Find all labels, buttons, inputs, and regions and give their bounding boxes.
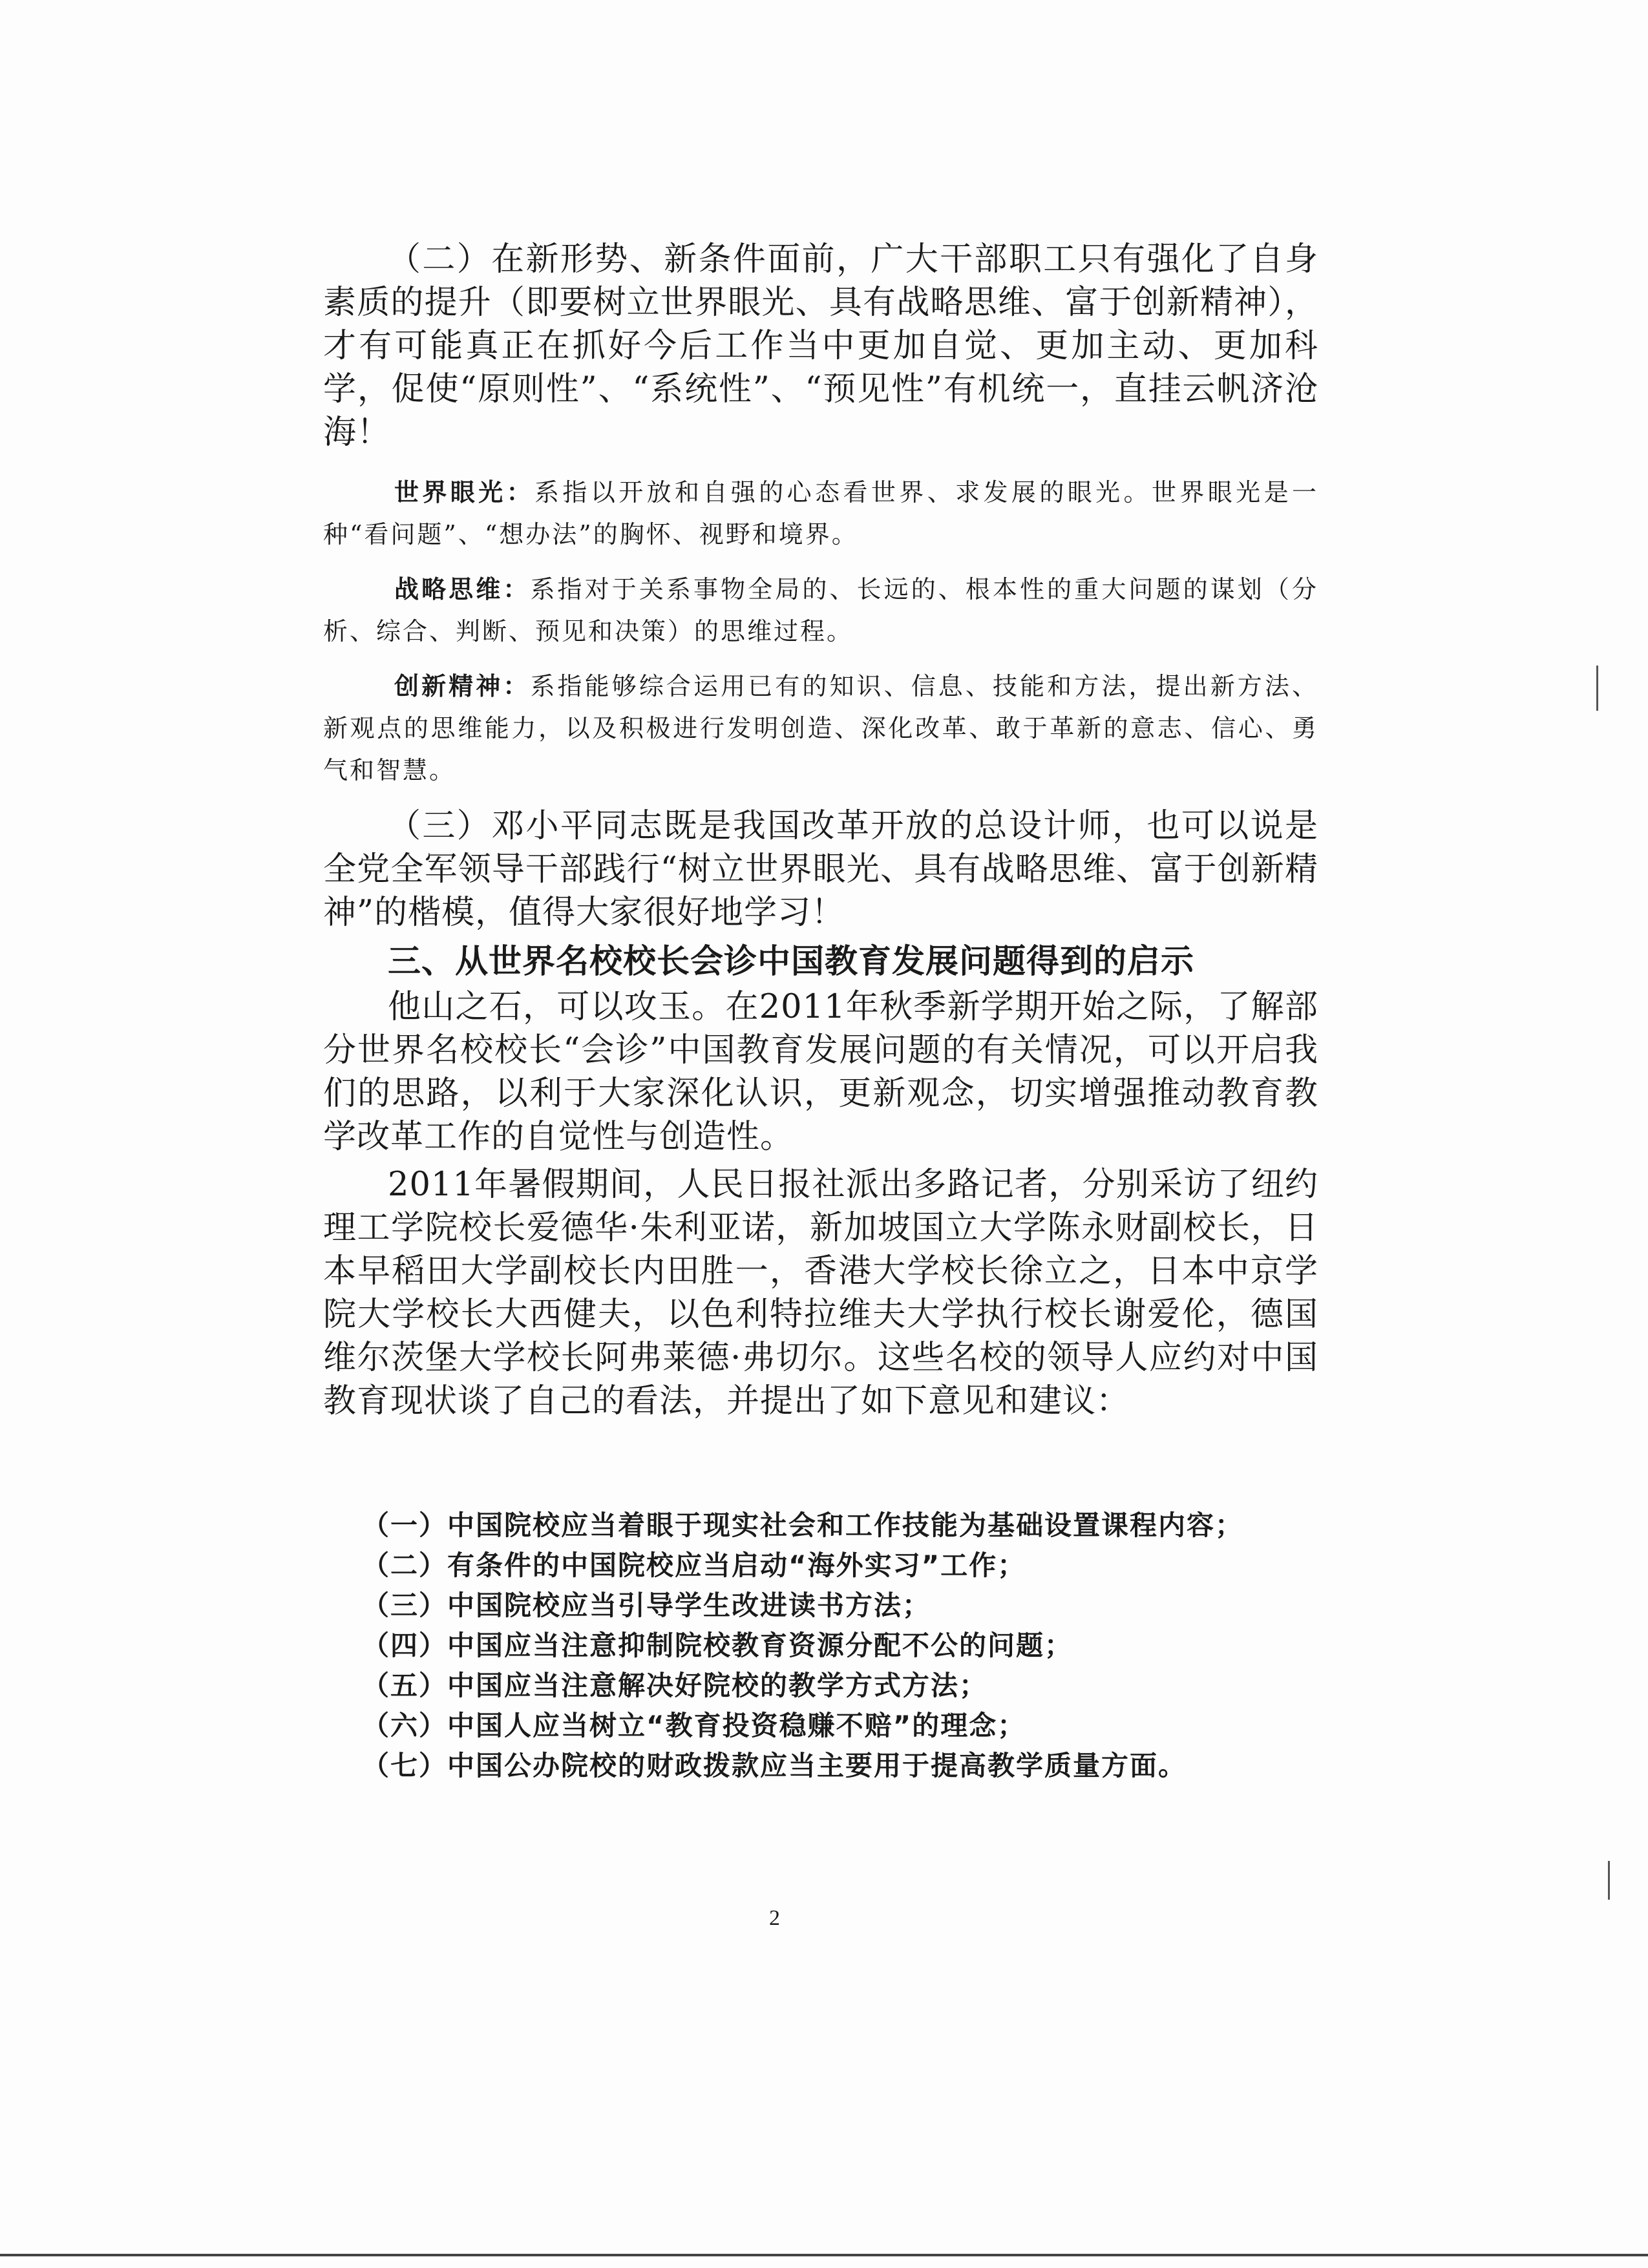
scan-margin-mark bbox=[1608, 1861, 1610, 1900]
note-text: 系指能够综合运用已有的知识、信息、技能和方法，提出新方法、新观点的思维能力，以及积极进行发明创造、深化改革、敢于革新的意志、信心、勇气和智慧。 bbox=[323, 672, 1318, 784]
list-item: （二）有条件的中国院校应当启动“海外实习”工作； bbox=[362, 1549, 1026, 1581]
section-heading: 三、从世界名校校长会诊中国教育发展问题得到的启示 bbox=[388, 943, 1195, 981]
list-item: （一）中国院校应当着眼于现实社会和工作技能为基础设置课程内容； bbox=[362, 1509, 1244, 1541]
note-world-vision bbox=[323, 472, 1318, 556]
note-innovation-spirit bbox=[323, 666, 1318, 792]
note-text: 系指对于关系事物全局的、长远的、根本性的重大问题的谋划（分析、综合、判断、预见和决策）的思维过程。 bbox=[323, 575, 1318, 646]
note-text: 系指以开放和自强的心态看世界、求发展的眼光。世界眼光是一种“看问题”、“想办法”的胸怀、视野和境界。 bbox=[323, 478, 1318, 549]
note-strategic-thinking bbox=[323, 569, 1318, 653]
note-term: 世界眼光： bbox=[394, 478, 535, 507]
list-item: （五）中国应当注意解决好院校的教学方式方法； bbox=[362, 1670, 988, 1701]
list-item: （三）中国院校应当引导学生改进读书方法； bbox=[362, 1590, 931, 1621]
paragraph-interviews: 2011年暑假期间，人民日报社派出多路记者，分别采访了纽约理工学院校长爱德华·朱利亚诺，新加坡国立大学陈永财副校长，日本早稻田大学副校长内田胜一，香港大学校长徐立之，日本中京学院大学校长大西健夫，以色利特拉维夫大学执行校长谢爱伦，德国维尔茨堡大学校长阿弗莱德·弗切尔。这些名校的领导人应约对中国教育现状谈了自己的看法，并提出了如下意见和建议： bbox=[323, 1166, 1318, 1420]
scan-edge-line bbox=[0, 2254, 1648, 2256]
paragraph-section-3: （三）邓小平同志既是我国改革开放的总设计师，也可以说是全党全军领导干部践行“树立世界眼光、具有战略思维、富于创新精神”的楷模，值得大家很好地学习！ bbox=[323, 807, 1318, 932]
page-number: 2 bbox=[769, 1906, 780, 1930]
note-term: 战略思维： bbox=[394, 575, 531, 604]
note-term: 创新精神： bbox=[394, 672, 531, 700]
scan-margin-mark bbox=[1596, 666, 1598, 711]
paragraph-section-2: （二）在新形势、新条件面前，广大干部职工只有强化了自身素质的提升（即要树立世界眼光、具有战略思维、富于创新精神），才有可能真正在抓好今后工作当中更加自觉、更加主动、更加科学，促使“原则性”、“系统性”、“预见性”有机统一，直挂云帆济沧海！ bbox=[323, 240, 1318, 452]
suggestions-list bbox=[362, 1506, 1318, 1786]
paragraph-intro: 他山之石，可以攻玉。在2011年秋季新学期开始之际，了解部分世界名校校长“会诊”中国教育发展问题的有关情况，可以开启我们的思路，以利于大家深化认识，更新观念，切实增强推动教育教学改革工作的自觉性与创造性。 bbox=[323, 988, 1318, 1156]
list-item: （七）中国公办院校的财政拨款应当主要用于提高教学质量方面。 bbox=[362, 1750, 1187, 1781]
list-item: （四）中国应当注意抑制院校教育资源分配不公的问题； bbox=[362, 1630, 1073, 1661]
list-item: （六）中国人应当树立“教育投资稳赚不赔”的理念； bbox=[362, 1710, 1026, 1741]
